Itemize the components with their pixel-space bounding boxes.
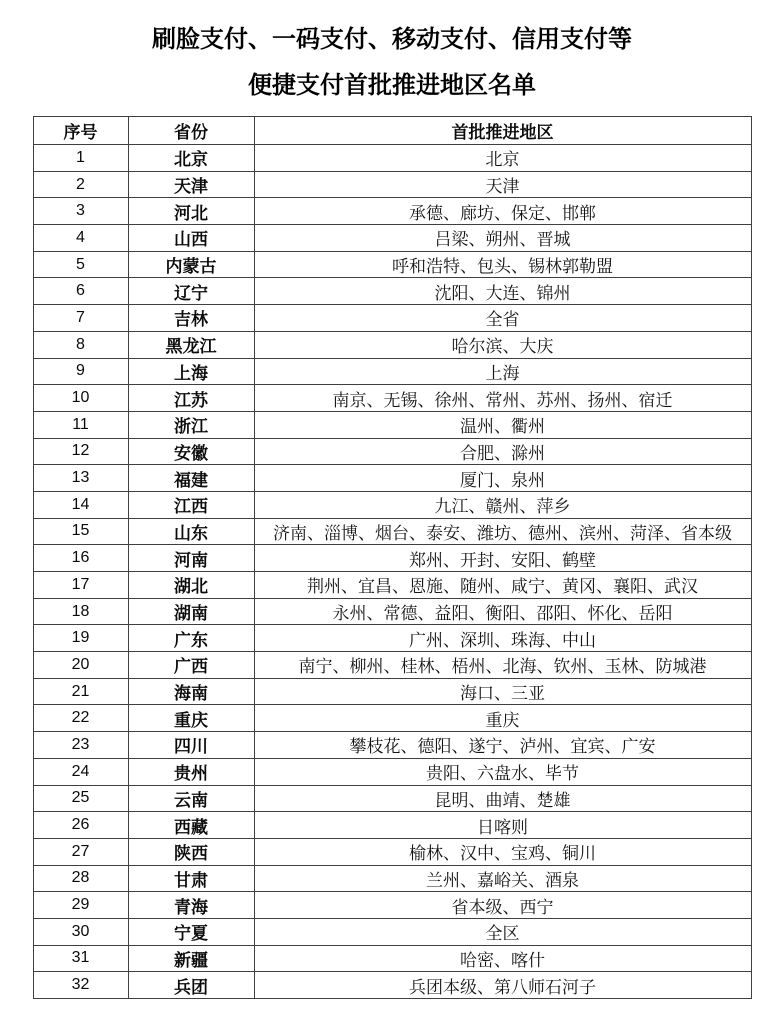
- table-row: [33, 678, 751, 705]
- cell-regions: 榆林、汉中、宝鸡、铜川: [254, 838, 751, 865]
- cell-regions: 荆州、宜昌、恩施、随州、咸宁、黄冈、襄阳、武汉: [254, 572, 751, 599]
- cell-province: 江苏: [128, 385, 254, 412]
- table-row: [33, 278, 751, 305]
- cell-no: 18: [33, 598, 128, 625]
- cell-province: 青海: [128, 892, 254, 919]
- cell-province: 陕西: [128, 838, 254, 865]
- table-row: [33, 838, 751, 865]
- cell-no: 27: [33, 838, 128, 865]
- table-row: [33, 518, 751, 545]
- cell-no: 20: [33, 652, 128, 679]
- table-body: [33, 145, 751, 999]
- cell-no: 31: [33, 945, 128, 972]
- cell-regions: 南京、无锡、徐州、常州、苏州、扬州、宿迁: [254, 385, 751, 412]
- table-header: [33, 117, 751, 145]
- cell-regions: 昆明、曲靖、楚雄: [254, 785, 751, 812]
- cell-regions: 南宁、柳州、桂林、梧州、北海、钦州、玉林、防城港: [254, 652, 751, 679]
- cell-regions: 全省: [254, 305, 751, 332]
- cell-no: 15: [33, 518, 128, 545]
- cell-no: 30: [33, 918, 128, 945]
- table-row: [33, 491, 751, 518]
- cell-no: 11: [33, 411, 128, 438]
- cell-province: 湖南: [128, 598, 254, 625]
- cell-no: 13: [33, 465, 128, 492]
- cell-regions: 贵阳、六盘水、毕节: [254, 758, 751, 785]
- table-row: [33, 331, 751, 358]
- cell-province: 兵团: [128, 972, 254, 999]
- table-row: [33, 251, 751, 278]
- cell-regions: 济南、淄博、烟台、泰安、潍坊、德州、滨州、菏泽、省本级: [254, 518, 751, 545]
- cell-province: 海南: [128, 678, 254, 705]
- cell-regions: 温州、衢州: [254, 411, 751, 438]
- cell-province: 宁夏: [128, 918, 254, 945]
- cell-province: 广东: [128, 625, 254, 652]
- table-row: [33, 918, 751, 945]
- cell-regions: 沈阳、大连、锦州: [254, 278, 751, 305]
- table-row: [33, 652, 751, 679]
- cell-no: 6: [33, 278, 128, 305]
- table-row: [33, 732, 751, 759]
- table-row: [33, 625, 751, 652]
- cell-no: 23: [33, 732, 128, 759]
- cell-no: 5: [33, 251, 128, 278]
- table-row: [33, 171, 751, 198]
- cell-regions: 上海: [254, 358, 751, 385]
- cell-regions: 全区: [254, 918, 751, 945]
- cell-no: 32: [33, 972, 128, 999]
- cell-province: 新疆: [128, 945, 254, 972]
- cell-province: 江西: [128, 491, 254, 518]
- table-row: [33, 758, 751, 785]
- cell-province: 河北: [128, 198, 254, 225]
- cell-no: 14: [33, 491, 128, 518]
- table-row: [33, 225, 751, 252]
- cell-regions: 重庆: [254, 705, 751, 732]
- cell-regions: 承德、廊坊、保定、邯郸: [254, 198, 751, 225]
- cell-province: 上海: [128, 358, 254, 385]
- table-row: [33, 385, 751, 412]
- cell-province: 云南: [128, 785, 254, 812]
- cell-regions: 呼和浩特、包头、锡林郭勒盟: [254, 251, 751, 278]
- document-title-line1: 刷脸支付、一码支付、移动支付、信用支付等: [152, 26, 632, 53]
- cell-province: 山东: [128, 518, 254, 545]
- table-row: [33, 972, 751, 999]
- table-header-row: [33, 117, 751, 145]
- region-table: [33, 116, 752, 999]
- table-row: [33, 598, 751, 625]
- cell-no: 9: [33, 358, 128, 385]
- table-row: [33, 465, 751, 492]
- table-row: [33, 198, 751, 225]
- table-row: [33, 305, 751, 332]
- cell-no: 21: [33, 678, 128, 705]
- cell-no: 24: [33, 758, 128, 785]
- cell-regions: 海口、三亚: [254, 678, 751, 705]
- cell-province: 甘肃: [128, 865, 254, 892]
- table-row: [33, 145, 751, 172]
- cell-province: 福建: [128, 465, 254, 492]
- cell-province: 安徽: [128, 438, 254, 465]
- cell-regions: 哈密、喀什: [254, 945, 751, 972]
- cell-province: 内蒙古: [128, 251, 254, 278]
- cell-no: 29: [33, 892, 128, 919]
- cell-no: 19: [33, 625, 128, 652]
- cell-regions: 哈尔滨、大庆: [254, 331, 751, 358]
- cell-province: 黑龙江: [128, 331, 254, 358]
- cell-regions: 厦门、泉州: [254, 465, 751, 492]
- cell-no: 7: [33, 305, 128, 332]
- header-province: 省份: [128, 117, 254, 145]
- cell-province: 河南: [128, 545, 254, 572]
- cell-province: 湖北: [128, 572, 254, 599]
- cell-province: 吉林: [128, 305, 254, 332]
- cell-province: 贵州: [128, 758, 254, 785]
- cell-regions: 省本级、西宁: [254, 892, 751, 919]
- cell-province: 山西: [128, 225, 254, 252]
- cell-regions: 攀枝花、德阳、遂宁、泸州、宜宾、广安: [254, 732, 751, 759]
- cell-no: 10: [33, 385, 128, 412]
- cell-province: 北京: [128, 145, 254, 172]
- cell-no: 22: [33, 705, 128, 732]
- cell-no: 8: [33, 331, 128, 358]
- cell-regions: 兰州、嘉峪关、酒泉: [254, 865, 751, 892]
- cell-no: 4: [33, 225, 128, 252]
- cell-province: 广西: [128, 652, 254, 679]
- cell-no: 28: [33, 865, 128, 892]
- table-row: [33, 705, 751, 732]
- header-regions: 首批推进地区: [254, 117, 751, 145]
- cell-province: 重庆: [128, 705, 254, 732]
- cell-no: 1: [33, 145, 128, 172]
- cell-regions: 郑州、开封、安阳、鹤壁: [254, 545, 751, 572]
- cell-province: 浙江: [128, 411, 254, 438]
- table-row: [33, 572, 751, 599]
- cell-no: 16: [33, 545, 128, 572]
- cell-no: 26: [33, 812, 128, 839]
- cell-regions: 合肥、滁州: [254, 438, 751, 465]
- table-row: [33, 945, 751, 972]
- cell-province: 四川: [128, 732, 254, 759]
- cell-no: 25: [33, 785, 128, 812]
- cell-province: 天津: [128, 171, 254, 198]
- table-row: [33, 892, 751, 919]
- table-row: [33, 785, 751, 812]
- table-row: [33, 411, 751, 438]
- cell-regions: 广州、深圳、珠海、中山: [254, 625, 751, 652]
- table-row: [33, 865, 751, 892]
- cell-regions: 兵团本级、第八师石河子: [254, 972, 751, 999]
- cell-no: 12: [33, 438, 128, 465]
- cell-regions: 北京: [254, 145, 751, 172]
- cell-regions: 九江、赣州、萍乡: [254, 491, 751, 518]
- cell-province: 西藏: [128, 812, 254, 839]
- header-no: 序号: [33, 117, 128, 145]
- table-row: [33, 812, 751, 839]
- cell-regions: 日喀则: [254, 812, 751, 839]
- cell-province: 辽宁: [128, 278, 254, 305]
- table-row: [33, 438, 751, 465]
- document-title-line2: 便捷支付首批推进地区名单: [248, 72, 536, 99]
- cell-no: 3: [33, 198, 128, 225]
- table-row: [33, 545, 751, 572]
- cell-regions: 永州、常德、益阳、衡阳、邵阳、怀化、岳阳: [254, 598, 751, 625]
- cell-regions: 吕梁、朔州、晋城: [254, 225, 751, 252]
- cell-no: 17: [33, 572, 128, 599]
- table-row: [33, 358, 751, 385]
- cell-regions: 天津: [254, 171, 751, 198]
- cell-no: 2: [33, 171, 128, 198]
